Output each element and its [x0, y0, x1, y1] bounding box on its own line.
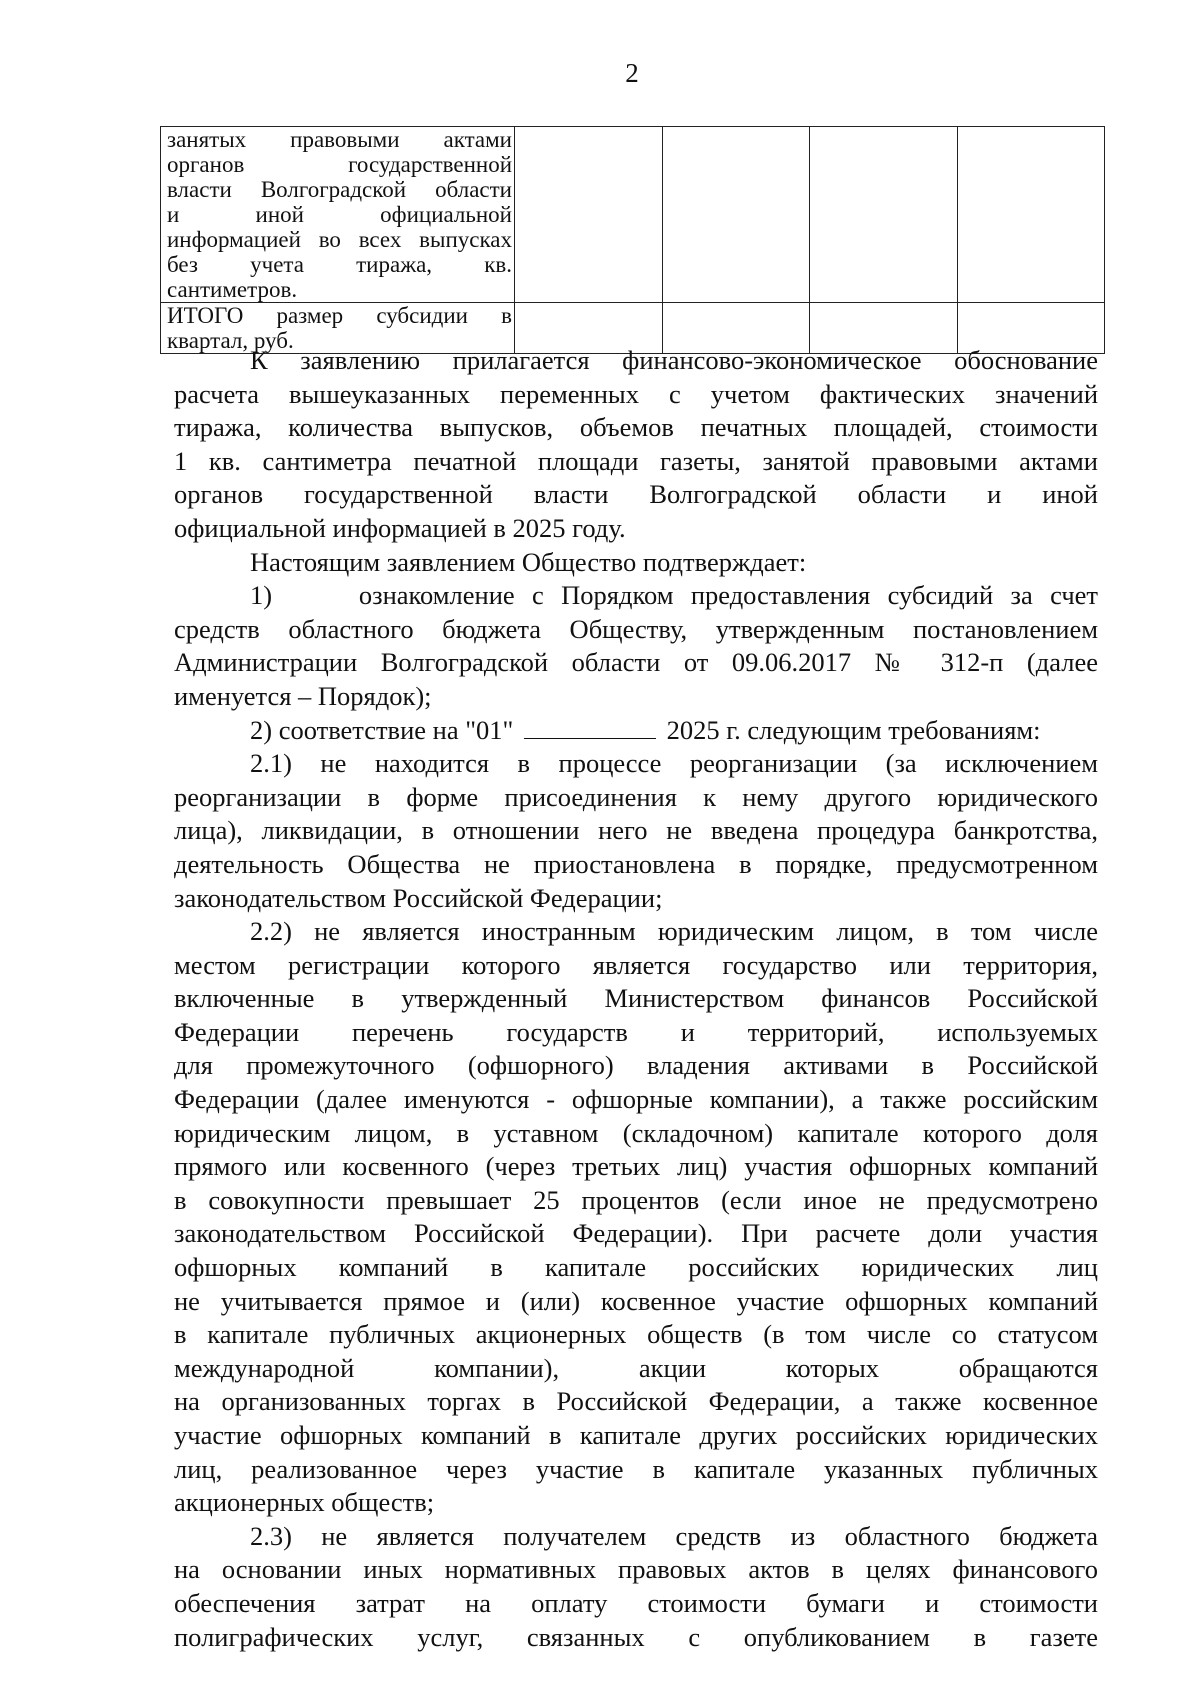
subsidy-table: [160, 126, 1105, 354]
text-line: не учитывается прямое и (или) косвенное участие офшорных компаний: [174, 1285, 1098, 1316]
text-line: офшорных компаний в капитале российских юридических лиц: [174, 1252, 1098, 1283]
text-line: расчета вышеуказанных переменных с учетом фактических значений: [174, 378, 1098, 409]
cell-text-line: квартал, руб.: [167, 328, 294, 353]
text-line: 1 кв. сантиметра печатной площади газеты, занятой правовыми актами: [174, 445, 1098, 476]
text-line: реорганизации в форме присоединения к нему другого юридического: [174, 781, 1098, 812]
row-label-print-area: [161, 127, 515, 303]
date-blank-field: [524, 716, 656, 739]
text-line: прямого или косвенного (через третьих лиц) участия офшорных компаний: [174, 1151, 1098, 1182]
text-line: лица), ликвидации, в отношении него не введена процедура банкротства,: [174, 815, 1098, 846]
empty-cell: [957, 127, 1105, 303]
text-line: местом регистрации которого является государство или территория,: [174, 949, 1098, 980]
text-line: именуется – Порядок);: [174, 680, 432, 711]
text-line: Настоящим заявлением Общество подтверждает:: [250, 546, 807, 577]
cell-text-line: власти Волгоградской области: [167, 177, 512, 202]
empty-cell: [810, 127, 958, 303]
text-line: на основании иных нормативных правовых актов в целях финансового: [174, 1554, 1098, 1585]
cell-text-line: без учета тиража, кв.: [167, 252, 512, 277]
cell-text-line: и иной официальной: [167, 202, 512, 227]
cell-text-line: сантиметров.: [167, 277, 298, 302]
cell-text-line: органов государственной: [167, 152, 512, 177]
text-line: Федерации перечень государств и территорий, используемых: [174, 1016, 1098, 1047]
item-2-prefix: 2) соответствие на "01": [250, 714, 514, 745]
text-line: законодательством Российской Федерации;: [174, 882, 663, 913]
text-line: включенные в утвержденный Министерством финансов Российской: [174, 983, 1098, 1014]
text-line: в совокупности превышает 25 процентов (если иное не предусмотрено: [174, 1184, 1098, 1215]
cell-text-line: информацией во всех выпусках: [167, 227, 512, 252]
empty-cell: [515, 127, 663, 303]
text-line: в капитале публичных акционерных обществ (в том числе со статусом: [174, 1319, 1098, 1350]
text-line: 2.1) не находится в процессе реорганизации (за исключением: [250, 748, 1098, 779]
empty-cell: [662, 127, 810, 303]
text-line: 2.3) не является получателем средств из областного бюджета: [250, 1520, 1098, 1551]
text-line: официальной информацией в 2025 году.: [174, 512, 626, 543]
text-line: обеспечения затрат на оплату стоимости бумаги и стоимости: [174, 1587, 1098, 1618]
table-row: [161, 127, 1105, 303]
text-line: юридическим лицом, в уставном (складочном) капитале которого доля: [174, 1117, 1098, 1148]
item-2-suffix: 2025 г. следующим требованиям:: [666, 714, 1041, 745]
text-line: полиграфических услуг, связанных с опубликованием в газете: [174, 1621, 1098, 1652]
text-line: для промежуточного (офшорного) владения активами в Российской: [174, 1050, 1098, 1081]
text-line: деятельность Общества не приостановлена в порядке, предусмотренном: [174, 848, 1098, 879]
cell-text-line: ИТОГО размер субсидии в: [167, 303, 512, 328]
text-line: законодательством Российской Федерации). При расчете доли участия: [174, 1218, 1098, 1249]
text-line: лиц, реализованное через участие в капитале указанных публичных: [174, 1453, 1098, 1484]
text-line: 2.2) не является иностранным юридическим лицом, в том числе: [250, 916, 1098, 947]
text-line: органов государственной власти Волгоградской области и иной: [174, 479, 1098, 510]
page-number: 2: [625, 58, 639, 88]
text-line: К заявлению прилагается финансово-экономическое обоснование: [250, 345, 1098, 375]
text-line: на организованных торгах в Российской Федерации, а также косвенное: [174, 1386, 1098, 1417]
text-line: участие офшорных компаний в капитале других российских юридических: [174, 1420, 1098, 1450]
text-line: акционерных обществ;: [174, 1487, 435, 1518]
document-body: [174, 344, 1098, 1654]
text-line: Администрации Волгоградской области от 09.06.2017 № 312-п (далее: [174, 647, 1098, 678]
text-line: международной компании), акции которых обращаются: [174, 1352, 1098, 1383]
text-line: 1) ознакомление с Порядком предоставления субсидий за счет: [250, 580, 1098, 611]
cell-text-line: занятых правовыми актами: [167, 127, 512, 152]
text-line: средств областного бюджета Обществу, утвержденным постановлением: [174, 613, 1098, 644]
text-line: Федерации (далее именуются - офшорные компании), а также российским: [174, 1084, 1098, 1115]
text-line: тиража, количества выпусков, объемов печатных площадей, стоимости: [174, 412, 1098, 443]
item-2-line: [174, 714, 1098, 748]
